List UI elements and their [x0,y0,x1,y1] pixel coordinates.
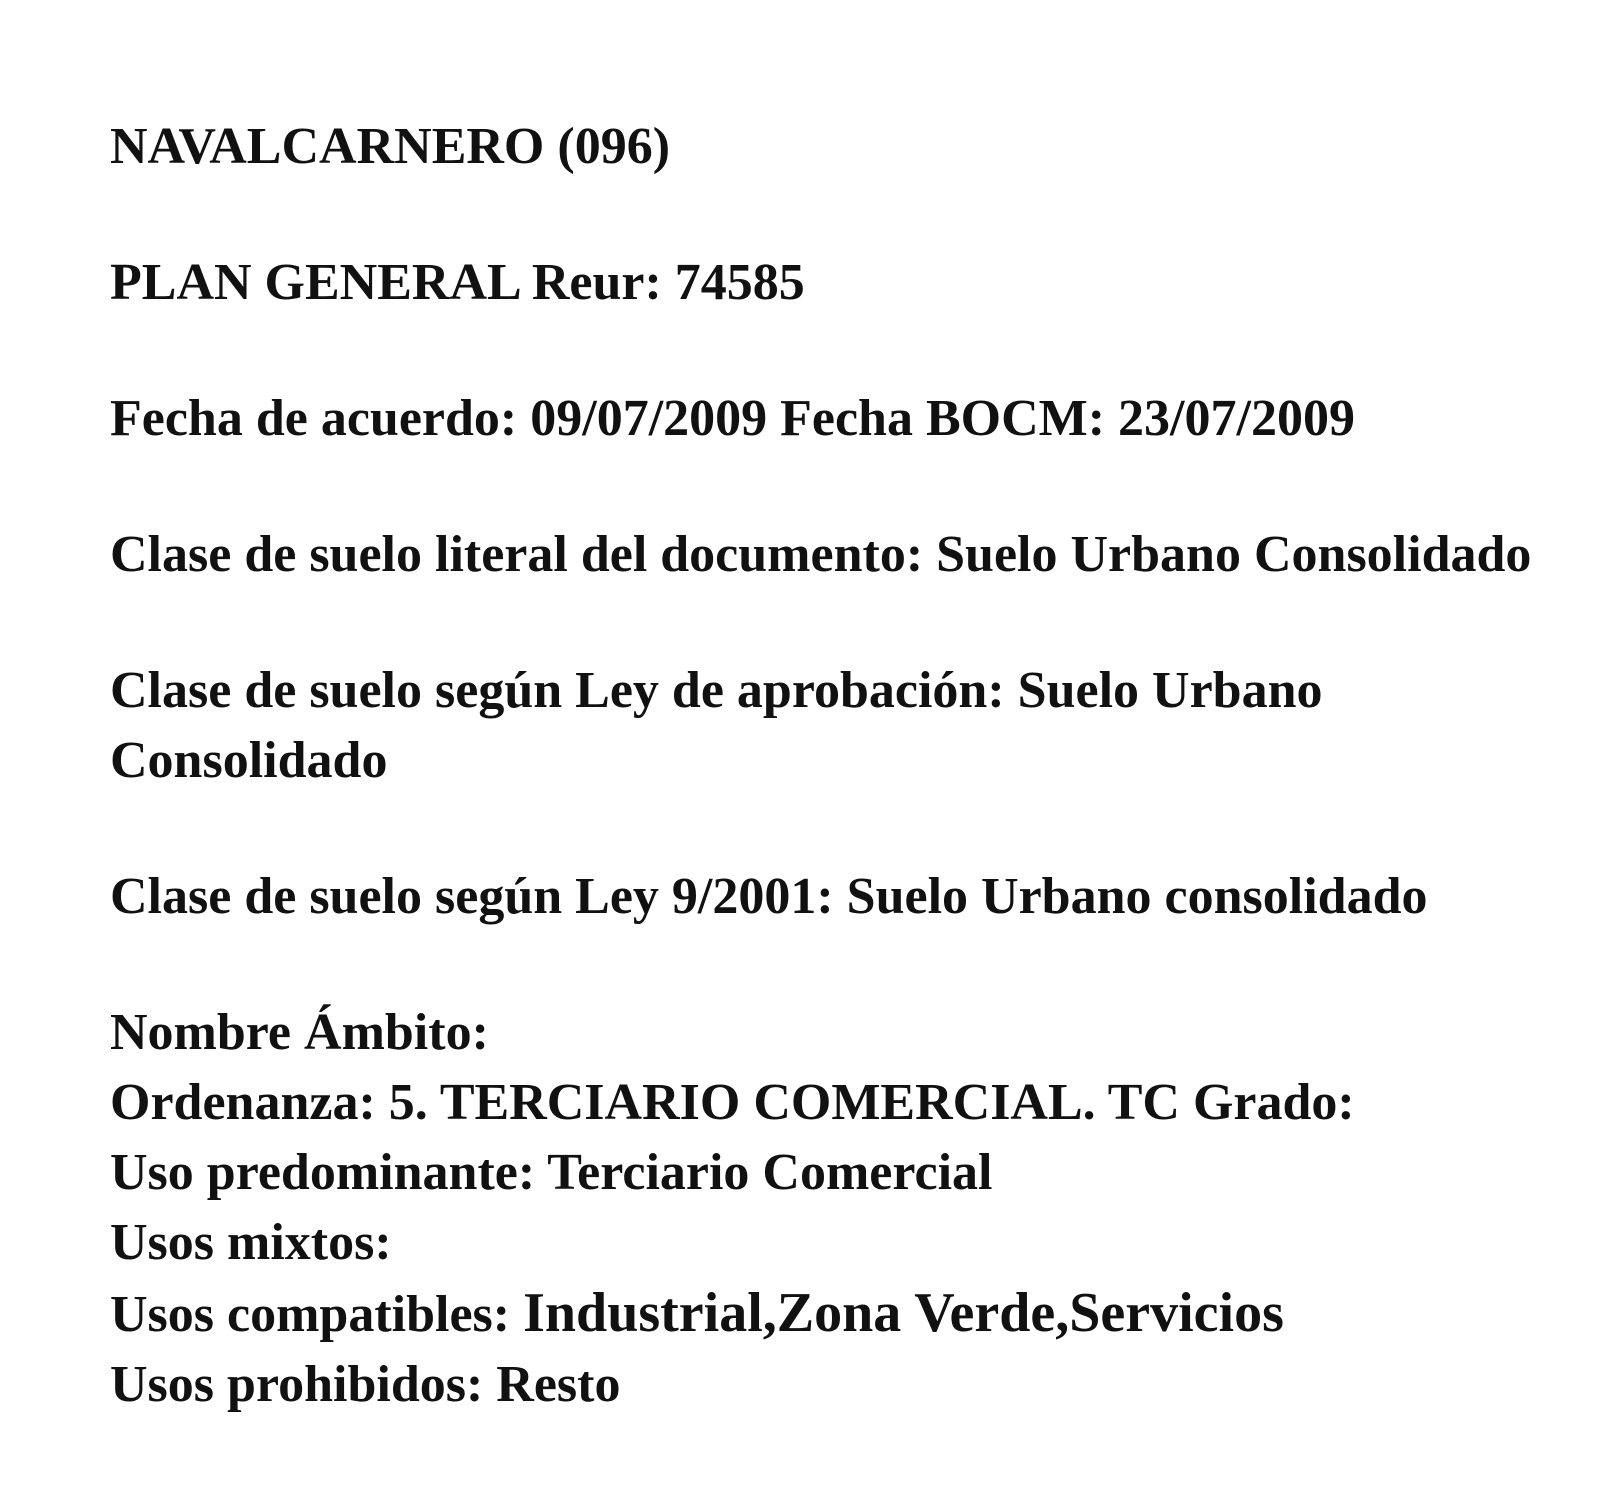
mixed-uses: Usos mixtos: [110,1214,392,1271]
scope-details [110,998,1599,1420]
document-body [110,112,1599,1420]
ordinance: Ordenanza: 5. TERCIARIO COMERCIAL. TC Grado: [110,1074,1355,1131]
compatible-uses-label: Usos compatibles: [110,1286,511,1343]
scope-name: Nombre Ámbito: [110,1004,489,1061]
agreement-dates: Fecha de acuerdo: 09/07/2009 Fecha BOCM: 23/07/2009 [110,390,1355,447]
compatible-uses [110,1278,1599,1350]
municipality-title: NAVALCARNERO (096) [110,118,671,175]
prohibited-uses: Usos prohibidos: Resto [110,1356,621,1413]
plan-reference: PLAN GENERAL Reur: 74585 [110,254,805,311]
predominant-use: Uso predominante: Terciario Comercial [110,1144,993,1201]
land-class-law-9-2001: Clase de suelo según Ley 9/2001: Suelo Urbano consolidado [110,868,1428,925]
land-class-approval-law: Clase de suelo según Ley de aprobación: Suelo Urbano Consolidado [110,662,1323,789]
land-class-literal: Clase de suelo literal del documento: Suelo Urbano Consolidado [110,526,1532,583]
compatible-uses-value: Industrial,Zona Verde,Servicios [523,1282,1284,1344]
